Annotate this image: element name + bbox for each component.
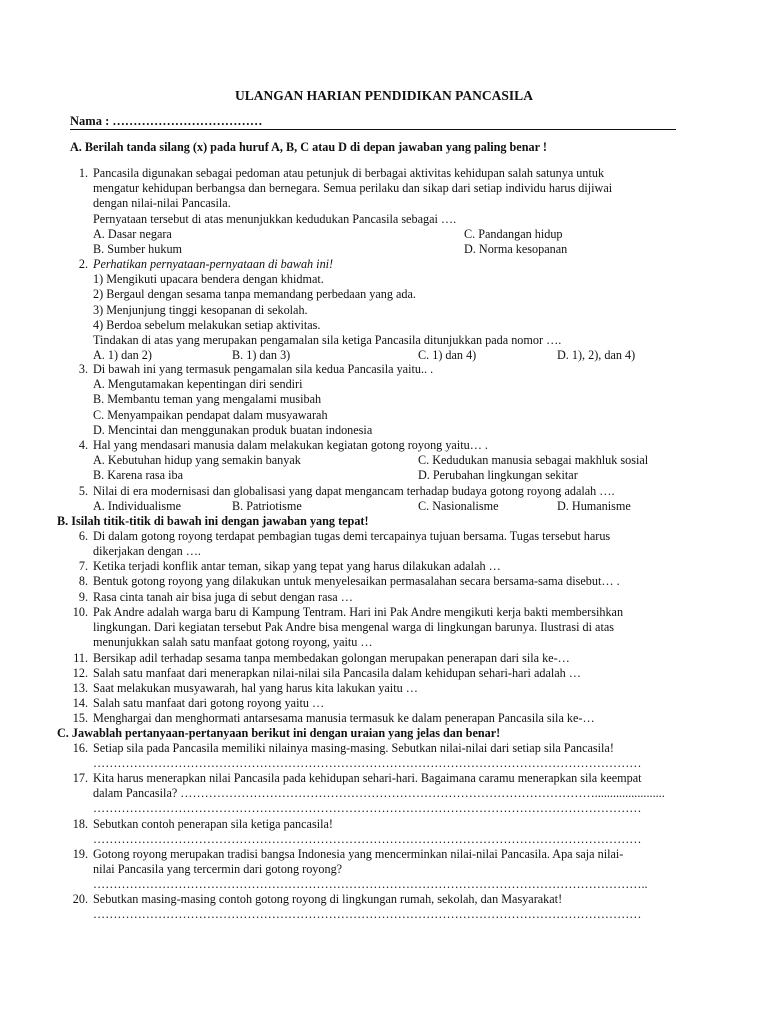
option-c[interactable]: C. Menyampaikan pendapat dalam musyawarah bbox=[93, 407, 328, 422]
answer-line[interactable]: ……………………………………………………………………………………………………………………… bbox=[93, 801, 642, 816]
question-number: 7. bbox=[78, 559, 88, 573]
question-intro: Perhatikan pernyataan-pernyataan di bawah ini! bbox=[93, 257, 334, 271]
question-number: 18. bbox=[72, 817, 88, 831]
question-number: 9. bbox=[78, 590, 88, 604]
question-text: lingkungan. Dari kegiatan tersebut Pak Andre bisa mengenal warga di lingkungan barunya. Ilustrasi di atas bbox=[93, 620, 614, 635]
question-number: 5. bbox=[78, 484, 88, 498]
question-text: dengan nilai-nilai Pancasila. bbox=[93, 196, 231, 211]
answer-line[interactable]: ……………………………………………………………………………………………………………………….. bbox=[93, 877, 648, 892]
option-a[interactable]: A. Dasar negara bbox=[93, 226, 172, 241]
options-row bbox=[93, 242, 676, 257]
option-a[interactable]: A. 1) dan 2) bbox=[93, 348, 152, 363]
option-c[interactable]: C. Kedudukan manusia sebagai makhluk sosial bbox=[418, 453, 649, 468]
question-11 bbox=[70, 651, 676, 666]
name-field-label: Nama : ……………………………… bbox=[70, 114, 263, 128]
question-number: 2. bbox=[78, 257, 88, 271]
option-a[interactable]: A. Kebutuhan hidup yang semakin banyak bbox=[93, 453, 301, 468]
question-10 bbox=[70, 605, 676, 651]
statement-4: 4) Berdoa sebelum melakukan setiap aktivitas. bbox=[93, 317, 321, 332]
question-13 bbox=[70, 681, 676, 696]
section-c-heading: C. Jawablah pertanyaan-pertanyaan berikut ini dengan uraian yang jelas dan benar! bbox=[57, 726, 501, 740]
question-text: mengatur kehidupan berbangsa dan bernegara. Semua perilaku dan sikap dari setiap individu harus dijiwai bbox=[93, 181, 613, 196]
option-b[interactable]: B. Karena rasa iba bbox=[93, 468, 184, 483]
option-c[interactable]: C. Pandangan hidup bbox=[464, 226, 563, 241]
page-title: ULANGAN HARIAN PENDIDIKAN PANCASILA bbox=[235, 88, 533, 103]
statement-1: 1) Mengikuti upacara bendera dengan khidmat. bbox=[93, 272, 324, 287]
options-row bbox=[93, 227, 676, 242]
question-5 bbox=[70, 484, 676, 514]
option-d[interactable]: D. Mencintai dan menggunakan produk buatan indonesia bbox=[93, 422, 373, 437]
question-text: Salah satu manfaat dari gotong royong yaitu … bbox=[93, 696, 325, 710]
question-number: 4. bbox=[78, 438, 88, 452]
question-number: 15. bbox=[72, 711, 88, 725]
question-prompt: Hal yang mendasari manusia dalam melakukan kegiatan gotong royong yaitu… . bbox=[93, 438, 488, 452]
question-number: 6. bbox=[78, 529, 88, 543]
question-number: 1. bbox=[78, 166, 88, 180]
header-divider bbox=[70, 129, 676, 130]
question-text: dikerjakan dengan …. bbox=[93, 544, 201, 559]
question-prompt: Nilai di era modernisasi dan globalisasi yang dapat mengancam terhadap budaya gotong royong adalah …. bbox=[93, 484, 615, 498]
question-text: Setiap sila pada Pancasila memiliki nilainya masing-masing. Sebutkan nilai-nilai dari setiap sila Pancasila! bbox=[93, 741, 614, 755]
option-b[interactable]: B. 1) dan 3) bbox=[232, 348, 291, 363]
question-text: Saat melakukan musyawarah, hal yang harus kita lakukan yaitu … bbox=[93, 681, 418, 695]
question-7 bbox=[70, 559, 676, 574]
options-row bbox=[93, 453, 676, 468]
question-text: Bentuk gotong royong yang dilakukan untuk menyelesaikan permasalahan secara bersama-sama disebut… . bbox=[93, 574, 620, 588]
question-number: 20. bbox=[72, 892, 88, 906]
answer-line[interactable]: ……………………………………………………………………………………………………………………… bbox=[93, 832, 642, 847]
section-a-heading: A. Berilah tanda silang (x) pada huruf A, B, C atau D di depan jawaban yang paling benar ! bbox=[70, 140, 547, 154]
option-a[interactable]: A. Mengutamakan kepentingan diri sendiri bbox=[93, 377, 303, 392]
question-17 bbox=[70, 771, 676, 817]
question-number: 3. bbox=[78, 362, 88, 376]
question-4 bbox=[70, 438, 676, 484]
question-19 bbox=[70, 847, 676, 893]
question-text: dalam Pancasila? …………………………………………………………………………………………....................... bbox=[93, 786, 665, 801]
question-number: 16. bbox=[72, 741, 88, 755]
options-row bbox=[93, 499, 676, 514]
question-2 bbox=[70, 257, 676, 363]
question-12 bbox=[70, 666, 676, 681]
question-text: nilai Pancasila yang tercermin dari gotong royong? bbox=[93, 862, 343, 877]
question-number: 13. bbox=[72, 681, 88, 695]
option-c[interactable]: C. Nasionalisme bbox=[418, 499, 499, 514]
question-prompt: Tindakan di atas yang merupakan pengamalan sila ketiga Pancasila ditunjukkan pada nomor …. bbox=[93, 333, 562, 348]
question-1 bbox=[70, 166, 676, 257]
question-15 bbox=[70, 711, 676, 726]
option-d[interactable]: D. Humanisme bbox=[557, 499, 631, 514]
question-prompt: Di bawah ini yang termasuk pengamalan sila kedua Pancasila yaitu.. . bbox=[93, 362, 434, 376]
question-6 bbox=[70, 529, 676, 559]
question-text: Menghargai dan menghormati antarsesama manusia termasuk ke dalam penerapan Pancasila sila ke-… bbox=[93, 711, 595, 725]
statement-2: 2) Bergaul dengan sesama tanpa memandang perbedaan yang ada. bbox=[93, 287, 416, 302]
question-text: Salah satu manfaat dari menerapkan nilai-nilai sila Pancasila dalam kehidupan sehari-hari adalah … bbox=[93, 666, 581, 680]
option-a[interactable]: A. Individualisme bbox=[93, 499, 182, 514]
question-number: 11. bbox=[73, 651, 88, 665]
question-text: Di dalam gotong royong terdapat pembagian tugas demi tercapainya tujuan bersama. Tugas tersebut harus bbox=[93, 529, 611, 543]
option-d[interactable]: D. Perubahan lingkungan sekitar bbox=[418, 468, 578, 483]
statement-3: 3) Menjunjung tinggi kesopanan di sekolah. bbox=[93, 302, 308, 317]
question-text: Bersikap adil terhadap sesama tanpa membedakan golongan merupakan penerapan dari sila ke-… bbox=[93, 651, 570, 665]
option-d[interactable]: D. 1), 2), dan 4) bbox=[557, 348, 636, 363]
question-9 bbox=[70, 590, 676, 605]
option-b[interactable]: B. Sumber hukum bbox=[93, 242, 183, 256]
answer-line[interactable]: ……………………………………………………………………………………………………………………… bbox=[93, 756, 642, 771]
question-number: 14. bbox=[72, 696, 88, 710]
question-8 bbox=[70, 574, 676, 589]
question-16 bbox=[70, 741, 676, 771]
question-20 bbox=[70, 892, 676, 922]
answer-line[interactable]: ……………………………………………………………………………………………………………………… bbox=[93, 907, 642, 922]
option-b[interactable]: B. Patriotisme bbox=[232, 499, 302, 514]
question-text: Pancasila digunakan sebagai pedoman atau petunjuk di berbagai aktivitas kehidupan salah satunya untuk bbox=[93, 166, 605, 180]
question-number: 19. bbox=[72, 847, 88, 861]
option-b[interactable]: B. Membantu teman yang mengalami musibah bbox=[93, 392, 322, 407]
question-text: Sebutkan contoh penerapan sila ketiga pancasila! bbox=[93, 817, 333, 831]
question-14 bbox=[70, 696, 676, 711]
question-text: Gotong royong merupakan tradisi bangsa Indonesia yang mencerminkan nilai-nilai Pancasila. Apa saja nilai- bbox=[93, 847, 624, 861]
option-c[interactable]: C. 1) dan 4) bbox=[418, 348, 477, 363]
question-number: 10. bbox=[72, 605, 88, 619]
question-number: 17. bbox=[72, 771, 88, 785]
question-prompt: Pernyataan tersebut di atas menunjukkan kedudukan Pancasila sebagai …. bbox=[93, 211, 457, 226]
question-3 bbox=[70, 362, 676, 438]
section-b-heading: B. Isilah titik-titik di bawah ini dengan jawaban yang tepat! bbox=[57, 514, 369, 528]
question-text: menunjukkan salah satu manfaat gotong royong, yaitu … bbox=[93, 635, 373, 650]
question-text: Sebutkan masing-masing contoh gotong royong di lingkungan rumah, sekolah, dan Masyarakat! bbox=[93, 892, 563, 906]
question-18 bbox=[70, 817, 676, 847]
question-text: Ketika terjadi konflik antar teman, sikap yang tepat yang harus dilakukan adalah … bbox=[93, 559, 501, 573]
question-number: 8. bbox=[78, 574, 88, 588]
options-row bbox=[93, 468, 676, 483]
option-d[interactable]: D. Norma kesopanan bbox=[464, 242, 568, 256]
question-text: Rasa cinta tanah air bisa juga di sebut dengan rasa … bbox=[93, 590, 353, 604]
question-text: Pak Andre adalah warga baru di Kampung Tentram. Hari ini Pak Andre mengikuti kerja bakti membersihkan bbox=[93, 605, 624, 619]
question-text: Kita harus menerapkan nilai Pancasila pada kehidupan sehari-hari. Bagaimana caramu menerapkan sila keempat bbox=[93, 771, 642, 785]
question-number: 12. bbox=[72, 666, 88, 680]
